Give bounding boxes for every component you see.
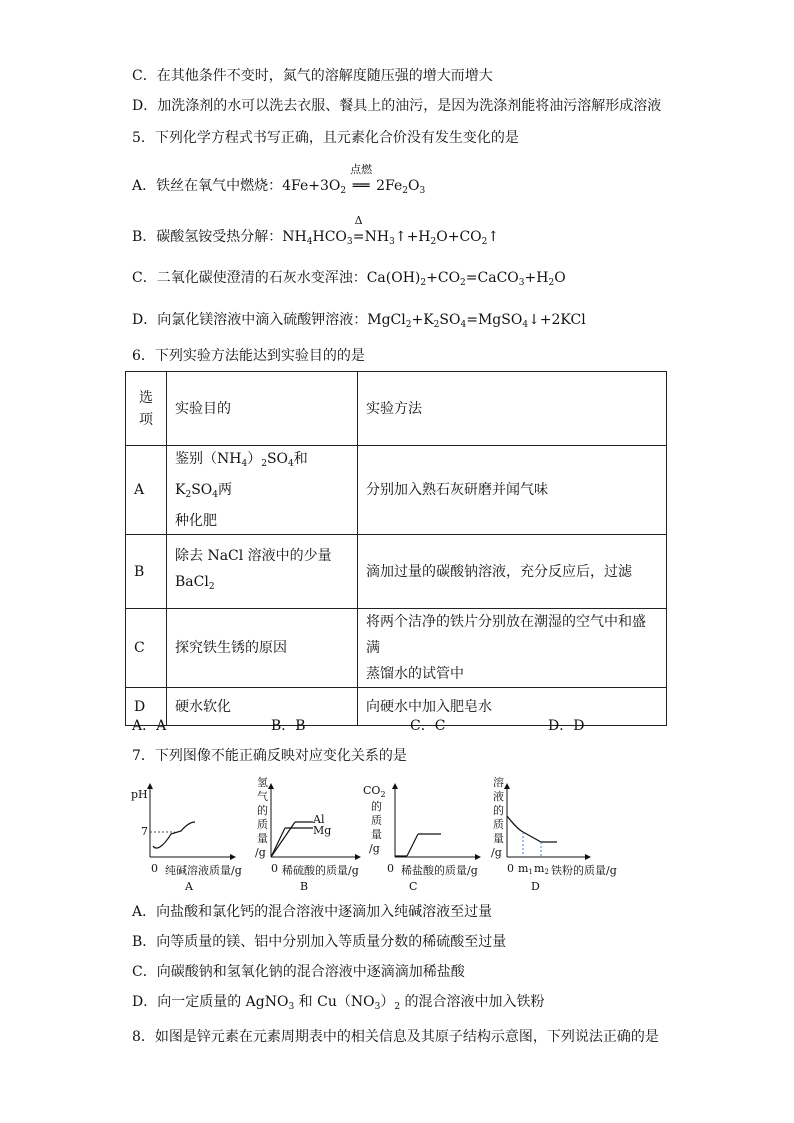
row-b-goal-line1: 除去 NaCl 溶液中的少量	[175, 548, 332, 564]
row-c-goal: 探究铁生锈的原因	[167, 609, 358, 688]
q7-option-c: C．向碳酸钠和氢氧化钠的混合溶液中逐滴滴加稀盐酸	[132, 964, 465, 980]
q5-option-a: A．铁丝在氧气中燃烧：$4Fe+3O_2$ 点燃 ══ $2Fe_2O_3$	[132, 163, 426, 196]
graph-c-y1: 的	[371, 800, 382, 813]
row-b-goal: 除去 NaCl 溶液中的少量 BaCl$_2$	[167, 535, 358, 609]
q5-b-condition: Δ	[354, 214, 363, 227]
graph-c-y4: /g	[369, 842, 380, 855]
graph-b-al: Al	[313, 813, 325, 826]
q7-option-b: B．向等质量的镁、铝中分别加入等质量分数的稀硫酸至过量	[132, 934, 507, 950]
row-a-option: A	[126, 446, 167, 535]
header-goal: 实验目的	[167, 372, 358, 446]
q5-a-label: A．铁丝在氧气中燃烧：	[132, 178, 283, 194]
q8-stem: 8．如图是锌元素在元素周期表中的相关信息及其原子结构示意图，下列说法正确的是	[132, 1029, 659, 1045]
q7-d-part: 的混合溶液中加入铁粉	[400, 994, 545, 1010]
row-c-method-line2: 蒸馏水的试管中	[366, 666, 464, 682]
table-row	[126, 446, 667, 535]
graph-b-y1: 氢	[257, 776, 268, 789]
row-c-method-line1: 将两个洁净的铁片分别放在潮湿的空气中和盛满	[366, 614, 646, 656]
q5-c-label: C．二氧化碳使澄清的石灰水变浑浊：	[132, 270, 367, 286]
graph-d-y2: 液	[493, 790, 504, 803]
graph-c-y2: 质	[371, 814, 382, 827]
graph-d-y3: 的	[493, 804, 504, 817]
q5-option-b: B．碳酸氢铵受热分解：$NH_4HCO_3$ Δ $=NH_3↑+H_2O+CO_2↑$	[132, 214, 500, 247]
q7-option-a: A．向盐酸和氯化钙的混合溶液中逐滴加入纯碱溶液至过量	[132, 904, 493, 920]
header-option	[126, 372, 167, 446]
graph-b-xlabel: 稀硫酸的质量/g	[282, 864, 359, 877]
row-d-method: 向硬水中加入肥皂水	[358, 688, 667, 726]
header-method: 实验方法	[358, 372, 667, 446]
q5-option-d: D．向氯化镁溶液中滴入硫酸钾溶液：$MgCl_2+K_2SO_4=MgSO_4↓+2KCl$	[132, 312, 586, 330]
graph-d-m1-text: m	[518, 862, 529, 875]
graph-a-xlabel: 纯碱溶液质量/g	[165, 864, 242, 877]
q7-stem: 7．下列图像不能正确反映对应变化关系的是	[132, 748, 407, 764]
row-a-goal: 鉴别$(NH_4)_2SO_4$和 $K_2SO_4$两 种化肥	[167, 446, 358, 535]
row-a-goal-part: SO	[266, 451, 289, 467]
table-row	[126, 535, 667, 609]
q6-choice-b: B．B	[271, 718, 306, 734]
q5-a-condition: 点燃	[350, 163, 373, 176]
graph-a-caption: A	[185, 880, 193, 893]
graph-b-y4: 质	[257, 818, 268, 831]
graph-a-seven: 7	[141, 825, 148, 838]
q7-d-part: ）	[380, 994, 395, 1010]
q5-b-label: B．碳酸氢铵受热分解：	[132, 229, 283, 245]
graph-c-y3: 量	[371, 828, 382, 841]
row-c-method	[358, 609, 667, 688]
graph-d-m2: m2	[534, 862, 549, 876]
row-a-goal-part: 和 K	[175, 451, 308, 498]
graph-c-xlabel: 稀盐酸的质量/g	[401, 864, 478, 877]
q7-d-part: 和 Cu（NO	[294, 994, 375, 1010]
q7-graphs	[125, 772, 645, 897]
row-a-goal-part: SO	[191, 482, 213, 498]
row-d-option: D	[126, 688, 167, 726]
graph-b-mg: Mg	[313, 824, 332, 837]
graph-b-origin: 0	[271, 862, 278, 875]
graph-d-origin: 0	[507, 862, 514, 875]
graph-d-y6: /g	[491, 846, 502, 859]
row-b-option: B	[126, 535, 167, 609]
q7-option-d: D．向一定质量的 AgNO$_3$ 和 $Cu(NO_3)_2$ 的混合溶液中加入铁粉	[132, 994, 545, 1012]
graph-d-y1: 溶	[493, 776, 504, 789]
q5-d-label: D．向氯化镁溶液中滴入硫酸钾溶液：	[132, 312, 368, 328]
q5-option-c: C．二氧化碳使澄清的石灰水变浑浊：$Ca(OH)_2+CO_2=CaCO_3+H_2O$	[132, 270, 566, 288]
row-a-goal-line2: 种化肥	[175, 513, 217, 529]
graph-d	[491, 775, 617, 893]
row-d-goal: 硬水软化	[167, 688, 358, 726]
graph-b-caption: B	[300, 880, 309, 893]
q6-table	[125, 371, 667, 726]
row-a-goal-part: 两	[218, 482, 233, 498]
q6-stem: 6．下列实验方法能达到实验目的的是	[132, 348, 365, 364]
graph-d-m1: m1	[518, 862, 533, 876]
q7-d-part: D．向一定质量的 AgNO	[132, 994, 289, 1010]
table-row	[126, 688, 667, 726]
graph-a	[131, 784, 242, 893]
q6-choice-c: C．C	[410, 718, 446, 734]
table-row	[126, 609, 667, 688]
graph-a-ylabel: pH	[131, 788, 148, 801]
graph-d-y5: 量	[493, 832, 504, 845]
graph-c-origin: 0	[387, 862, 394, 875]
row-b-goal-line2: BaCl	[175, 574, 209, 590]
graph-d-xlabel: 铁粉的质量/g	[551, 864, 617, 877]
graph-c	[363, 784, 480, 893]
graph-b-y6: /g	[255, 846, 266, 859]
graph-c-caption: C	[409, 880, 418, 893]
row-b-method: 滴加过量的碳酸钠溶液，充分反应后，过滤	[358, 535, 667, 609]
graph-a-origin: 0	[151, 862, 158, 875]
graph-d-y4: 质	[493, 818, 504, 831]
row-c-option: C	[126, 609, 167, 688]
graph-c-ytop: $CO_2$	[363, 784, 386, 799]
row-a-method: 分别加入熟石灰研磨并闻气味	[358, 446, 667, 535]
header-option-text: 选项	[139, 389, 153, 428]
graph-b-y3: 的	[257, 804, 268, 817]
row-a-goal-part: 鉴别（NH	[175, 451, 242, 467]
graph-b	[255, 775, 360, 893]
table-header-row	[126, 372, 667, 446]
graph-b-y5: 量	[257, 832, 268, 845]
row-a-goal-part: ）	[247, 451, 262, 467]
graph-d-caption: D	[531, 880, 540, 893]
q5-stem: 5．下列化学方程式书写正确，且元素化合价没有发生变化的是	[132, 130, 519, 146]
graph-d-m2-text: m	[534, 862, 545, 875]
q4-option-c: C．在其他条件不变时，氮气的溶解度随压强的增大而增大	[132, 68, 493, 84]
graph-c-ytop-text: CO	[363, 784, 381, 797]
graph-b-y2: 气	[257, 790, 268, 803]
q6-choice-d: D．D	[548, 718, 585, 734]
q4-option-d: D．加洗涤剂的水可以洗去衣服、餐具上的油污，是因为洗涤剂能将油污溶解形成溶液	[132, 98, 662, 114]
q6-choice-a: A．A	[132, 718, 167, 734]
